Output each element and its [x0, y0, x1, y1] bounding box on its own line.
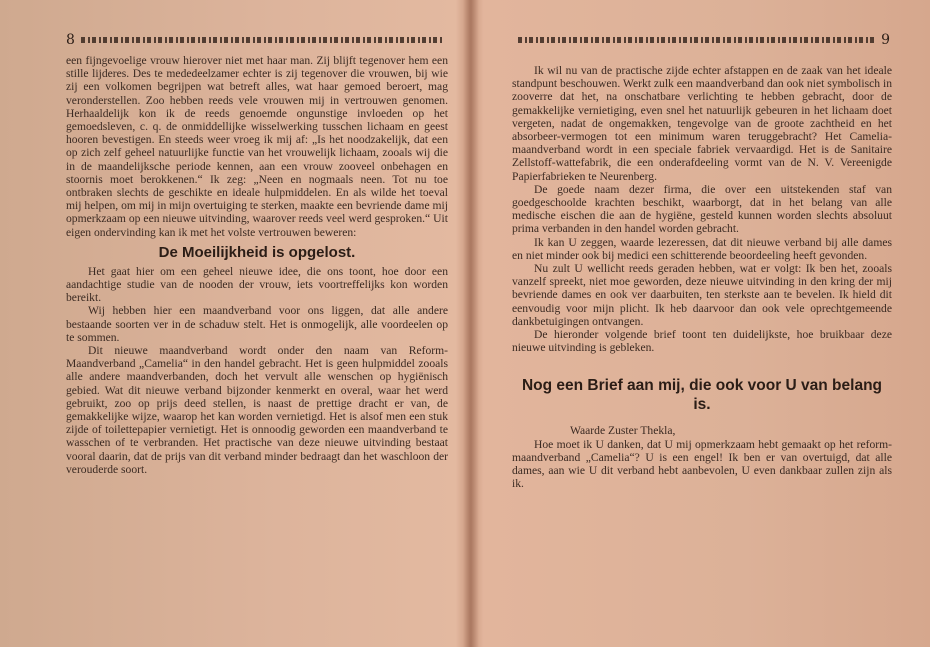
left-page-header — [66, 32, 448, 48]
right-paragraph-4: Nu zult U wellicht reeds geraden hebben, wat er volgt: Ik ben het, zooals vanzelf spreekt, niet moe geworden, deze nieuwe uitvinding in den kring der mij bevriende dames en ook ver daarbuiten, ten sterkste aan te bevelen. Ik hield dit eenvoudig voor mijn plicht. Ik heb daarvoor dan ook vele oprechtgemeende dankbetuigingen ontvangen. — [512, 262, 892, 328]
page-number-right: 9 — [881, 32, 890, 48]
right-paragraph-1: Ik wil nu van de practische zijde echter afstappen en de zaak van het ideale standpunt beschouwen. Werkt zulk een maandverband dan ook niet symbolisch in zooverre dat het, na onschatbare verlichting te hebben gebracht, door de gemakkelijke vernietiging, even snel het natuurlijk gebeuren in het lichaam doet vergeten, nadat de ongemakken, tengevolge van de groote zachtheid en het absorbeer-vermogen tot een minimum waren teruggebracht? Het Camelia-maandverband wordt in een speciale fabriek vervaardigd. Het is de Sanitaire Zellstoff-wattefabrik, die een onderafdeeling vormt van de N. V. Vereenigde Papierfabrieken te Neurenberg. — [512, 64, 892, 183]
letter-heading: Nog een Brief aan mij, die ook voor U van belang is. — [521, 377, 883, 414]
right-page-body — [512, 64, 892, 490]
right-page — [470, 0, 930, 647]
page-number-left: 8 — [66, 32, 75, 48]
left-page-body — [66, 54, 448, 476]
left-paragraph-1: een fijngevoelige vrouw hierover niet met haar man. Zij blijft tegenover hem een stille lijderes. Des te mededeelzamer echter is zij tegenover die vrouwen, bij wie zij een volkomen begrijpen wat betreft alles, wat haar gemoed beroert, mag veronderstellen. Zoo hebben reeds vele vrouwen mij in vertrouwen genomen. Herhaaldelijk kon ik de reeds genoemde ongunstige invloeden op het gemoedsleven, c. q. de onmiddellijke wisselwerking tusschen lichaam en geest hooren bevestigen. En steeds weer vroeg ik mij af: „Is het noodzakelijk, dat een op zich zelf geheel natuurlijke functie van het vrouwelijk lichaam, zooals wij die in de maandelijksche periode kennen, aan een vrouw zooveel onbehagen en stoornis moet berokkenen.“ Ik zeg: „Neen en nogmaals neen. Tot nu toe ontbraken slechts de geschikte en ideale hulpmiddelen. En als wilde het toeval mij helpen, om mij in mijn overtuiging te sterken, maakte een bevriende dame mij opmerkzaam op een nieuwe uitvinding, waarover reeds veel werd gesproken.“ Uit eigen ondervinding kan ik met het volste vertrouwen beweren: — [66, 54, 448, 239]
letter-text: Hoe moet ik U danken, dat U mij opmerkzaam hebt gemaakt op het reform-maandverband „Camelia“? U is een engel! Ik ben er van overtuigd, dat alle dames, aan wie U dit verband hebt aanbevolen, U even dankbaar zullen zijn als ik. — [512, 437, 892, 491]
left-paragraph-2: Het gaat hier om een geheel nieuwe idee, die ons toont, hoe door een aandachtige studie van de nooden der vrouw, iets voortreffelijks kon worden bereikt. — [66, 264, 448, 305]
left-paragraph-4: Dit nieuwe maandverband wordt onder den naam van Reform-Maandverband „Camelia“ in den handel gebracht. Het is geen hulpmiddel zooals alle andere maandverbanden, doch het vervult alle wenschen op hygiënisch gebied. Wat dit nieuwe verband bijzonder kenmerkt en overal, waar het werd gebruikt, zoo op prijs deed stellen, is naast de prettige dracht er van, de gemakkelijke wijze, waarop het kan worden vernietigd. Het is alsof men een stuk zijde of toilettepapier vernietigt. Het is onnoodig geworden een maandverband te wasschen of te verbranden. Het practische van deze nieuwe uitvinding bestaat vooral daarin, dat de prijs van dit verband minder bedraagt dan het waschloon der verouderde soort. — [66, 344, 448, 476]
section-heading: De Moeilijkheid is opgelost. — [158, 243, 356, 261]
decorative-border-left — [81, 37, 442, 43]
right-paragraph-2: De goede naam dezer firma, die over een uitstekenden staf van goedgeschoolde krachten beschikt, waarborgt, dat in het belang van alle medische eischen die aan de hygiëne, gesteld kunnen worden slechts absoluut prima verbanden in den handel worden gebracht. — [512, 182, 892, 236]
left-paragraph-3: Wij hebben hier een maandverband voor ons liggen, dat alle andere bestaande soorten ver in de schaduw stelt. Het is onmogelijk, alle voordeelen op te sommen. — [66, 304, 448, 344]
right-paragraph-3: Ik kan U zeggen, waarde lezeressen, dat dit nieuwe verband bij alle dames en niet minder ook bij medici een schitterende beoordeeling heeft gevonden. — [512, 235, 892, 262]
right-page-header — [512, 32, 890, 48]
decorative-border-right — [518, 37, 875, 43]
right-paragraph-5: De hieronder volgende brief toont ten duidelijkste, hoe bruikbaar deze nieuwe uitvinding is gebleken. — [512, 328, 892, 355]
letter-salutation: Waarde Zuster Thekla, — [570, 424, 676, 438]
